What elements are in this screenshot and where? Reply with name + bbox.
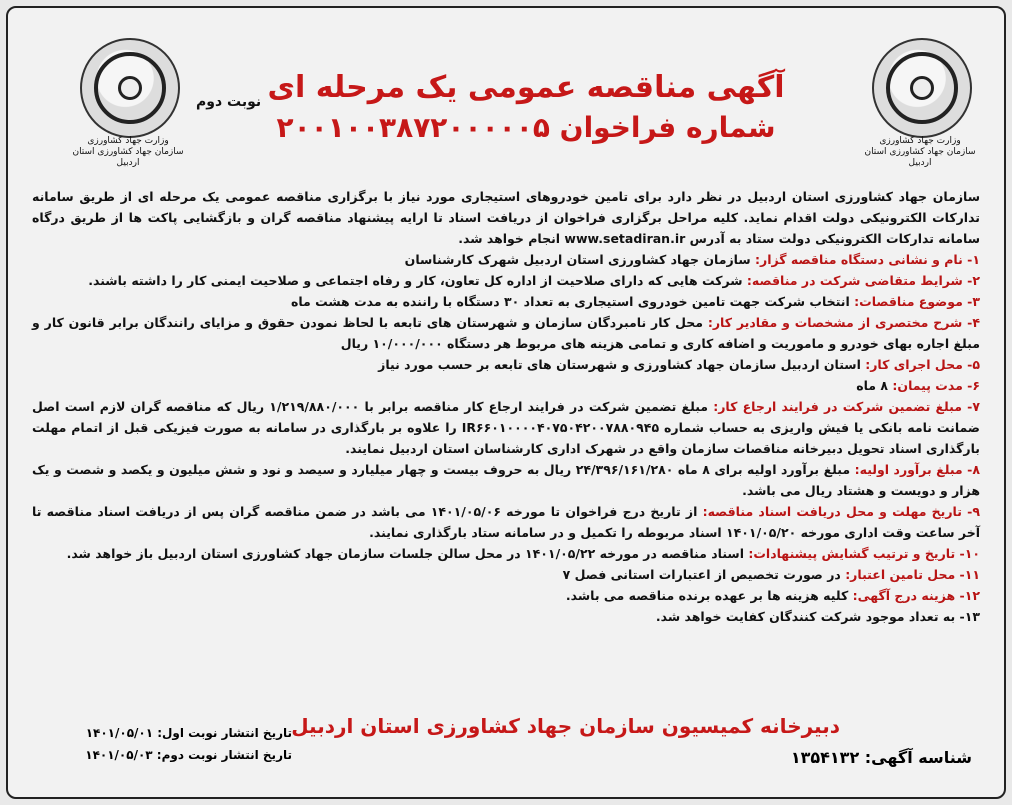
ad-header — [8, 8, 1004, 178]
item-label: ۶- مدت پیمان: — [892, 378, 980, 393]
logo-caption-left: وزارت جهاد کشاورزی سازمان جهاد کشاورزی استان اردبیل — [72, 136, 184, 168]
item-label: ۱۲- هزینه درج آگهی: — [852, 588, 980, 603]
item-8 — [32, 459, 980, 501]
ad-title: آگهی مناقصه عمومی یک مرحله ای — [267, 70, 785, 105]
publication-dates — [32, 722, 292, 766]
item-text: مبلغ تضمین شرکت در فرایند ارجاع کار مناقصه برابر با ۱/۲۱۹/۸۸۰/۰۰۰ ریال که مناقصه گران لازم است اصل ضمانت نامه بانکی یا فیش واریزی به حساب شماره IR۶۶۰۱۰۰۰۰۴۰۷۵۰۴۲۰۰۷۸۸۰۹۴۵ را علاوه بر بارگذاری در سامانه به صورت فیزیکی قبل از اتمام مهلت بارگذاری اسناد تحویل دبیرخانه مناقصات سازمان واقع در شهرک اداری کارشناسان استان اردبیل نمایند. — [32, 399, 980, 456]
intro-paragraph: سازمان جهاد کشاورزی استان اردبیل در نظر دارد برای تامین خودروهای استیجاری مورد نیاز با برگزاری مناقصه عمومی یک مرحله ای از طریق سامانه تدارکات الکترونیکی دولت اقدام نماید. کلیه مراحل برگزاری فراخوان از دریافت اسناد تا ارایه پیشنهاد مناقصه گران و بازگشایی پاکت ها از طریق درگاه سامانه تدارکات الکترونیکی دولت ستاد به آدرس www.setadiran.ir انجام خواهد شد. — [32, 189, 980, 246]
item-text: استان اردبیل سازمان جهاد کشاورزی و شهرستان های تابعه بر حسب مورد نیاز — [378, 357, 866, 372]
item-label: ۷- مبلغ تضمین شرکت در فرایند ارجاع کار: — [713, 399, 980, 414]
logo-caption-right: وزارت جهاد کشاورزی سازمان جهاد کشاورزی استان اردبیل — [864, 136, 976, 168]
ad-id: شناسه آگهی: ۱۳۵۴۱۳۲ — [790, 748, 972, 767]
item-text: انتخاب شرکت جهت تامین خودروی استیجاری به تعداد ۳۰ دستگاه با راننده به مدت هشت ماه — [290, 294, 855, 309]
item-7 — [32, 396, 980, 459]
ad-subtitle: شماره فراخوان ۲۰۰۱۰۰۳۸۷۲۰۰۰۰۰۵ — [276, 111, 776, 144]
item-label: ۴- شرح مختصری از مشخصات و مقادیر کار: — [707, 315, 981, 330]
second-publication-date: تاریخ انتشار نوبت دوم: ۱۴۰۱/۰۵/۰۳ — [85, 748, 292, 762]
item-text: اسناد مناقصه در مورخه ۱۴۰۱/۰۵/۲۲ در محل سالن جلسات سازمان جهاد کشاورزی استان اردبیل باز خواهد شد. — [66, 546, 749, 561]
emblem-icon — [872, 38, 972, 138]
item-label: ۱۱- محل تامین اعتبار: — [845, 567, 980, 582]
item-4 — [32, 312, 980, 354]
item-label: ۱۰- تاریخ و ترتیب گشایش پیشنهادات: — [748, 546, 980, 561]
item-text: ۱۳- به تعداد موجود شرکت کنندگان کفایت خواهد شد. — [655, 609, 980, 624]
publication-round: نوبت دوم — [196, 94, 262, 110]
ministry-logo-right — [860, 38, 980, 168]
item-13 — [32, 606, 980, 627]
item-text: شرکت هایی که دارای صلاحیت از اداره کل تعاون، کار و رفاه اجتماعی و صلاحیت ایمنی کار را داشته باشند. — [88, 273, 747, 288]
item-text: مبلغ برآورد اولیه برای ۸ ماه ۲۴/۳۹۶/۱۶۱/۲۸۰ ریال به حروف بیست و چهار میلیارد و سیصد و نود و شش میلیون و یکصد و شصت و یک هزار و دویست و هشتاد ریال می باشد. — [32, 462, 980, 498]
item-text: ۸ ماه — [856, 378, 893, 393]
item-9 — [32, 501, 980, 543]
item-text: در صورت تخصیص از اعتبارات استانی فصل ۷ — [562, 567, 846, 582]
item-text: از تاریخ درج فراخوان تا مورخه ۱۴۰۱/۰۵/۰۶ می باشد در ضمن مناقصه گران پس از دریافت اسناد مناقصه تا آخر ساعت وقت اداری مورخه ۱۴۰۱/۰۵/۲۰ اسناد مربوطه را تکمیل و در سامانه ستاد بارگذاری نمایند. — [32, 504, 980, 540]
item-label: ۵- محل اجرای کار: — [865, 357, 980, 372]
first-publication-date: تاریخ انتشار نوبت اول: ۱۴۰۱/۰۵/۰۱ — [85, 726, 292, 740]
item-1 — [32, 249, 980, 270]
emblem-icon — [80, 38, 180, 138]
item-label: ۹- تاریخ مهلت و محل دریافت اسناد مناقصه: — [702, 504, 980, 519]
item-12 — [32, 585, 980, 606]
item-6 — [32, 375, 980, 396]
item-3 — [32, 291, 980, 312]
ad-frame — [6, 6, 1006, 799]
item-label: ۸- مبلغ برآورد اولیه: — [854, 462, 980, 477]
ad-footer — [32, 708, 980, 798]
item-text: کلیه هزینه ها بر عهده برنده مناقصه می باشد. — [565, 588, 853, 603]
ad-body — [32, 186, 980, 627]
item-11 — [32, 564, 980, 585]
item-5 — [32, 354, 980, 375]
item-text: سازمان جهاد کشاورزی استان اردبیل شهرک کارشناسان — [404, 252, 755, 267]
item-label: ۳- موضوع مناقصات: — [854, 294, 980, 309]
title-block — [248, 68, 804, 148]
item-10 — [32, 543, 980, 564]
item-label: ۲- شرایط متقاضی شرکت در مناقصه: — [746, 273, 980, 288]
item-2 — [32, 270, 980, 291]
commission-secretariat: دبیرخانه کمیسیون سازمان جهاد کشاورزی استان اردبیل — [291, 714, 840, 738]
item-label: ۱- نام و نشانی دستگاه مناقصه گزار: — [755, 252, 980, 267]
ministry-logo-left — [68, 38, 188, 168]
item-text: محل کار نامبردگان سازمان و شهرستان های تابعه با لحاظ نمودن حقوق و مزایای رانندگان برابر قانون کار و مبلغ اجاره بهای خودرو و ماموریت و اضافه کاری و تمامی هزینه های مربوط هر دستگاه ۱۰/۰۰۰/۰۰۰ ریال — [32, 315, 980, 351]
